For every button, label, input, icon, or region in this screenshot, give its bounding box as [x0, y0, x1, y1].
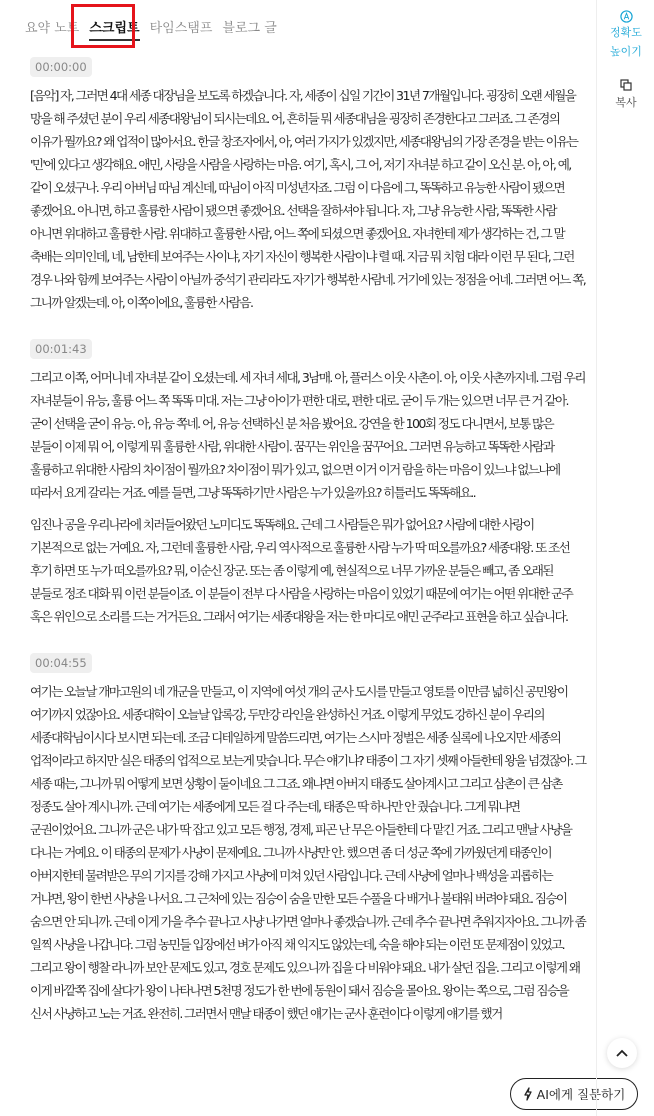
copy-button[interactable]	[597, 79, 654, 112]
timestamp-badge[interactable]: 00:04:55	[30, 653, 92, 673]
tab-script[interactable]: 스크립트	[89, 14, 139, 44]
script-content	[30, 56, 586, 1025]
tab-blog-post[interactable]: 블로그 글	[222, 21, 277, 36]
copy-label: 복사	[615, 96, 637, 109]
script-paragraph: 임진나 공을 우리나라에 치러들어왔던 노미디도 똑똑해요. 근데 그 사람들은 뭐가 없어요? 사람에 대한 사랑이 기본적으로 없는 거예요. 자, 그런데 훌륭한 사람, 우리 역사적으로 훌륭한 사람 누가 딱 떠오를까요? 세종대왕. 또 조선 후기 하면 또 누가 떠오를까요? 뭐, 이순신 장군. 또는 좀 이렇게 예, 현실적으로 너무 가까운 분들은 빼고, 좀 오래된 분들로 정조 대화 뭐 이런 분들이죠. 이 분들이 전부 다 사람을 사랑하는 마음이 있었기 때문에 여기는 어떤 위대한 군주 혹은 위인으로 소리를 드는 거거든요. 그래서 여기는 세종대왕을 저는 한 마디로 애민 군주라고 표현을 하고 싶습니다.	[30, 517, 573, 624]
script-paragraph: [음악] 자, 그러면 4대 세종 대장님을 보도록 하겠습니다. 자, 세종이 십일 기간이 31년 7개월입니다. 굉장히 오랜 세월을 망을 해 주셨던 분이 우리 세종대왕님이 되시는데요. 어, 흔히들 뭐 세종대님을 굉장히 존경한다고 그러죠. 그 존경의 이유가 뭘까요? 왜 업적이 많아서요. 한글 창조자에서, 아, 여러 가지가 있겠지만, 세종대왕님의 가장 존경을 받는 이유는 '민'에 있다고 생각해요. 애민, 사랑을 사람을 사랑하는 마음. 여기, 혹시, 그 어, 저기 자녀분 하고 같이 오신 분. 아, 아, 예, 같이 오셨구나. 우리 아버님 따님 계신데, 따님이 아직 미성년자죠. 그럼 이 다음에 그, 똑똑하고 유능한 사람이 됐으면 좋겠어요. 아니면, 하고 훌륭한 사람이 됐으면 좋겠어요. 선택을 잘하셔야 됩니다. 자, 그냥 유능한 사람, 똑똑한 사람 아니면 위대하고 훌륭한 사람. 위대하고 훌륭한 사람, 어느 쪽에 되셨으면 좋겠어요. 자녀한테 제가 생각하는 건, 그 말 축배는 의미인데, 네, 남한테 보여주는 사이냐, 자기 자신이 행복한 사람이냐 렬 때. 지금 뭐 치험 대라 이런 무 된다, 그런 경우 나와 함께 보여주는 사람이 아닐까 중석기 관리라도 자기가 행복한 사람네. 거기에 있는 정점을 어네. 그러면 어느 쪽, 그니까 알겠는데. 아, 이쪽이에요, 훌륭한 사람음.	[30, 88, 586, 310]
ask-ai-label: AI에게 질문하기	[536, 1087, 626, 1102]
tab-summary-notes[interactable]: 요약 노트	[25, 21, 80, 36]
accuracy-label-line2: 높이기	[610, 45, 642, 58]
script-paragraph: 여기는 오늘날 개마고원의 네 개군을 만들고, 이 지역에 여섯 개의 군사 도시를 만들고 영토를 이만큼 넓히신 공민왕이 여기까지 었잖아요. 세종대학이 오늘날 압록강, 두만강 라인을 완성하신 거죠. 이렇게 무었도 강하신 분이 우리의 세종대학님이시다 보시면 되는데. 조금 디테일하게 말씀드리면, 여기는 스시마 정벌은 세종 실록에 나오지만 세종의 업적이라고 하지만 실은 태종의 업적으로 보는게 맞습니다. 무슨 얘기냐? 태종이 그 자기 셋째 아들한테 왕을 넘겼잖아. 그 세종 때는, 그니까 뭐 어떻게 보면 상황이 둘이네요 그 그죠. 왜냐면 아버지 태종도 살아계시고 그리고 삼촌이 큰 삼촌 정종도 살아 계시니까. 근데 여기는 세종에게 모든 걸 다 주는데, 태종은 딱 하나만 안 줬습니다. 그게 뭐냐면 군권이었어요. 그니까 군은 내가 딱 잡고 있고 모든 행정, 경제, 피곤 난 무은 아들한테 다 맡긴 거죠. 그리고 맨날 사냥을 다니는 거예요. 이 태종의 문제가 사냥이 문제예요. 그니까 사냥만 안. 했으면 좀 더 성군 쪽에 가까웠던게 태종인이 아버지한테 물려받은 무의 기지를 강해 가지고 사냥에 미쳐 있던 사람입니다. 근데 사냥에 얼마나 백성을 괴롭히는 거냐면, 왕이 한번 사냥을 나서요. 그 근처에 있는 짐승이 숨을 만한 모든 수풀을 다 배거나 불태워 버려야 돼요. 짐승이 숨으면 안 되니까. 근데 이게 가을 추수 끝나고 사냥 나가면 얼마나 좋겠습니까. 근데 추수 끝나면 추워지자아요. 그니까 좀 일찍 사냥을 나갑니다. 그럼 농민들 입장에선 벼가 아직 채 익지도 않았는데, 숙을 해야 되는 이런 또 문제점이 있었고. 그리고 왕이 행찰 라니까 보안 문제도 있고, 경호 문제도 있으니까 집을 다 비워야 돼요. 내가 살던 집을. 그리고 이렇게 왜 이게 바깥쪽 집에 살다가 왕이 나타나면 5천명 정도가 한 번에 동원이 돼서 짐승을 몰아요. 왕이는 쪽으로, 그럼 짐승을 신서 사냥하고 노는 거죠. 완전히. 그러면서 맨날 태종이 했던 얘기는 군사 훈련이다 이렇게 얘기를 했거	[30, 684, 586, 1021]
script-paragraph: 그리고 이쪽, 어머니네 자녀분 같이 오셨는데. 세 자녀 세대, 3남매. 아, 플러스 이웃 사촌이. 아, 이웃 사촌까지네. 그럼 우리 자녀분들이 유능, 훌륭 어느 쪽 똑똑 미대. 저는 그냥 아이가 편한 대로, 편한 대로. 굳이 두 개는 있으면 너무 큰 거 같아. 굳이 선택을 굳이 유능. 아, 유능 쪽네. 어, 유능 선택하신 분 처음 봤어요. 강연을 한 100회 정도 다니면서, 보통 많은 분들이 이제 뭐 어, 이렇게 뭐 훌륭한 사람, 위대한 사람이. 꿈꾸는 위인을 꿈꾸어요. 그러면 유능하고 똑똑한 사람과 훌륭하고 위대한 사람의 차이점이 뭘까요? 차이점이 뭐가 있고, 없으면 이거 이거 람을 하는 마음이 있느냐 없느냐에 따라서 요게 갈리는 거죠. 예를 들면, 그냥 똑똑하기만 사람은 누가 있을까요? 히틀러도 똑똑해요..	[30, 370, 585, 500]
tab-bar	[25, 14, 287, 44]
script-segment	[30, 338, 586, 628]
timestamp-badge[interactable]: 00:00:00	[30, 57, 92, 77]
accuracy-label-line1: 정확도	[610, 26, 642, 39]
script-segment	[30, 56, 586, 314]
right-sidebar	[596, 0, 654, 1116]
tab-timestamps[interactable]: 타임스탬프	[149, 21, 213, 36]
timestamp-badge[interactable]: 00:01:43	[30, 339, 92, 359]
improve-accuracy-button[interactable]	[597, 10, 654, 61]
lightning-icon	[523, 1087, 533, 1101]
script-segment	[30, 652, 586, 1025]
copy-icon	[620, 79, 632, 91]
floating-actions	[0, 1034, 654, 1116]
accuracy-icon	[620, 10, 633, 23]
